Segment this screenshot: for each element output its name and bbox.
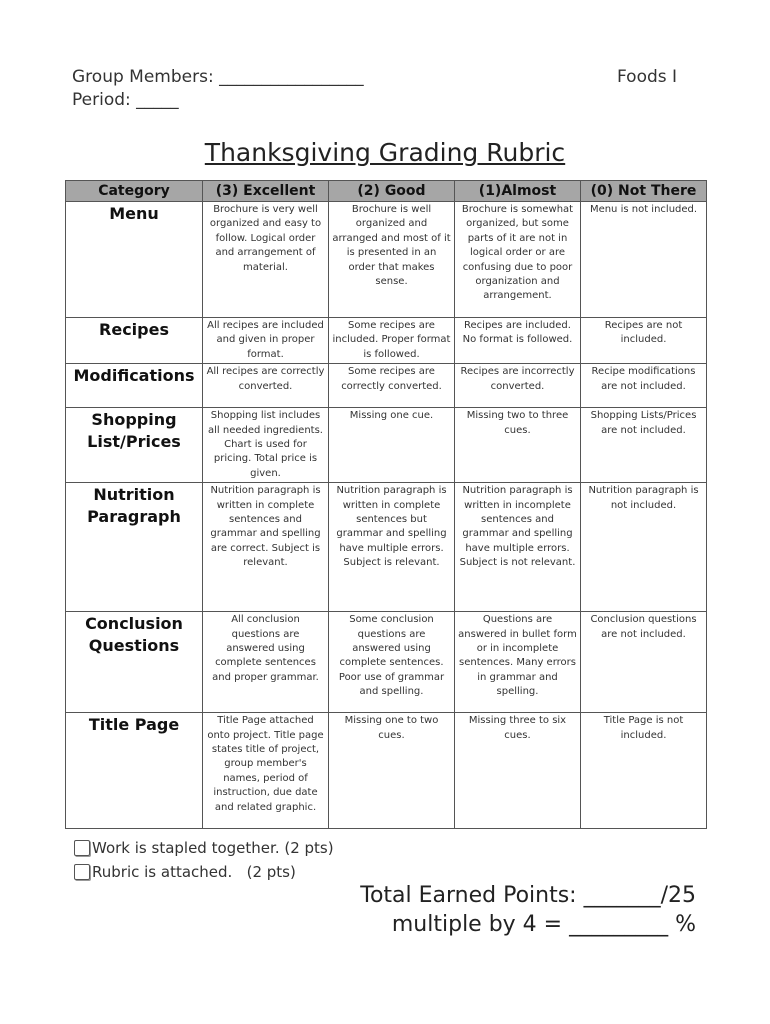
column-header-good: (2) Good xyxy=(329,181,455,202)
column-header-excellent: (3) Excellent xyxy=(203,181,329,202)
category-label: Nutrition Paragraph xyxy=(66,483,203,612)
criteria-cell: Brochure is somewhat organized, but some parts of it are not in logical order or are confusing due to poor organization and arrangement. xyxy=(455,202,581,318)
rubric-row-shopping-list xyxy=(66,408,707,483)
checkbox-icon[interactable] xyxy=(74,864,90,880)
criteria-cell: Missing one cue. xyxy=(329,408,455,483)
checklist-item-stapled xyxy=(74,839,334,857)
rubric-row-recipes xyxy=(66,318,707,364)
criteria-cell: Shopping list includes all needed ingredients. Chart is used for pricing. Total price is given. xyxy=(203,408,329,483)
criteria-cell: Questions are answered in bullet form or in incomplete sentences. Many errors in grammar and spelling. xyxy=(455,612,581,713)
criteria-cell: All recipes are included and given in proper format. xyxy=(203,318,329,364)
criteria-cell: Missing one to two cues. xyxy=(329,713,455,829)
criteria-cell: Recipes are incorrectly converted. xyxy=(455,364,581,408)
class-name: Foods I xyxy=(617,67,678,87)
rubric-row-menu xyxy=(66,202,707,318)
criteria-cell: Nutrition paragraph is not included. xyxy=(581,483,707,612)
criteria-cell: Brochure is well organized and arranged and most of it is presented in an order that makes sense. xyxy=(329,202,455,318)
rubric-row-modifications xyxy=(66,364,707,408)
criteria-cell: Title Page attached onto project. Title page states title of project, group member's names, period of instruction, due date and related graphic. xyxy=(203,713,329,829)
criteria-cell: Missing three to six cues. xyxy=(455,713,581,829)
rubric-header-row xyxy=(66,181,707,202)
criteria-cell: Missing two to three cues. xyxy=(455,408,581,483)
group-members-line: Group Members: _________________ xyxy=(72,67,364,87)
criteria-cell: Recipe modifications are not included. xyxy=(581,364,707,408)
category-label: Title Page xyxy=(66,713,203,829)
column-header-not-there: (0) Not There xyxy=(581,181,707,202)
criteria-cell: Recipes are not included. xyxy=(581,318,707,364)
category-label: Modifications xyxy=(66,364,203,408)
criteria-cell: Menu is not included. xyxy=(581,202,707,318)
percentage-line: multiple by 4 = _________ % xyxy=(391,912,696,937)
category-label: Menu xyxy=(66,202,203,318)
criteria-cell: All recipes are correctly converted. xyxy=(203,364,329,408)
criteria-cell: Shopping Lists/Prices are not included. xyxy=(581,408,707,483)
rubric-row-title-page xyxy=(66,713,707,829)
rubric-row-nutrition xyxy=(66,483,707,612)
period-line: Period: _____ xyxy=(72,90,179,110)
criteria-cell: Nutrition paragraph is written in complete sentences and grammar and spelling are correct. Subject is relevant. xyxy=(203,483,329,612)
criteria-cell: Nutrition paragraph is written in incomplete sentences and grammar and spelling have multiple errors. Subject is not relevant. xyxy=(455,483,581,612)
criteria-cell: Some conclusion questions are answered using complete sentences. Poor use of grammar and spelling. xyxy=(329,612,455,713)
criteria-cell: Conclusion questions are not included. xyxy=(581,612,707,713)
checklist-item-rubric-attached xyxy=(74,863,296,881)
checklist-label: Rubric is attached. (2 pts) xyxy=(92,863,296,881)
criteria-cell: Nutrition paragraph is written in complete sentences but grammar and spelling have multiple errors. Subject is relevant. xyxy=(329,483,455,612)
rubric-row-conclusion xyxy=(66,612,707,713)
category-label: Shopping List/Prices xyxy=(66,408,203,483)
page-title: Thanksgiving Grading Rubric xyxy=(204,138,566,167)
criteria-cell: Some recipes are correctly converted. xyxy=(329,364,455,408)
category-label: Conclusion Questions xyxy=(66,612,203,713)
checklist-label: Work is stapled together. (2 pts) xyxy=(92,839,334,857)
criteria-cell: Some recipes are included. Proper format is followed. xyxy=(329,318,455,364)
checkbox-icon[interactable] xyxy=(74,840,90,856)
rubric-table xyxy=(65,180,707,829)
criteria-cell: Brochure is very well organized and easy to follow. Logical order and arrangement of material. xyxy=(203,202,329,318)
column-header-category: Category xyxy=(66,181,203,202)
category-label: Recipes xyxy=(66,318,203,364)
criteria-cell: All conclusion questions are answered using complete sentences and proper grammar. xyxy=(203,612,329,713)
total-earned-points: Total Earned Points: _______/25 xyxy=(360,883,696,908)
criteria-cell: Recipes are included. No format is followed. xyxy=(455,318,581,364)
criteria-cell: Title Page is not included. xyxy=(581,713,707,829)
column-header-almost: (1)Almost xyxy=(455,181,581,202)
